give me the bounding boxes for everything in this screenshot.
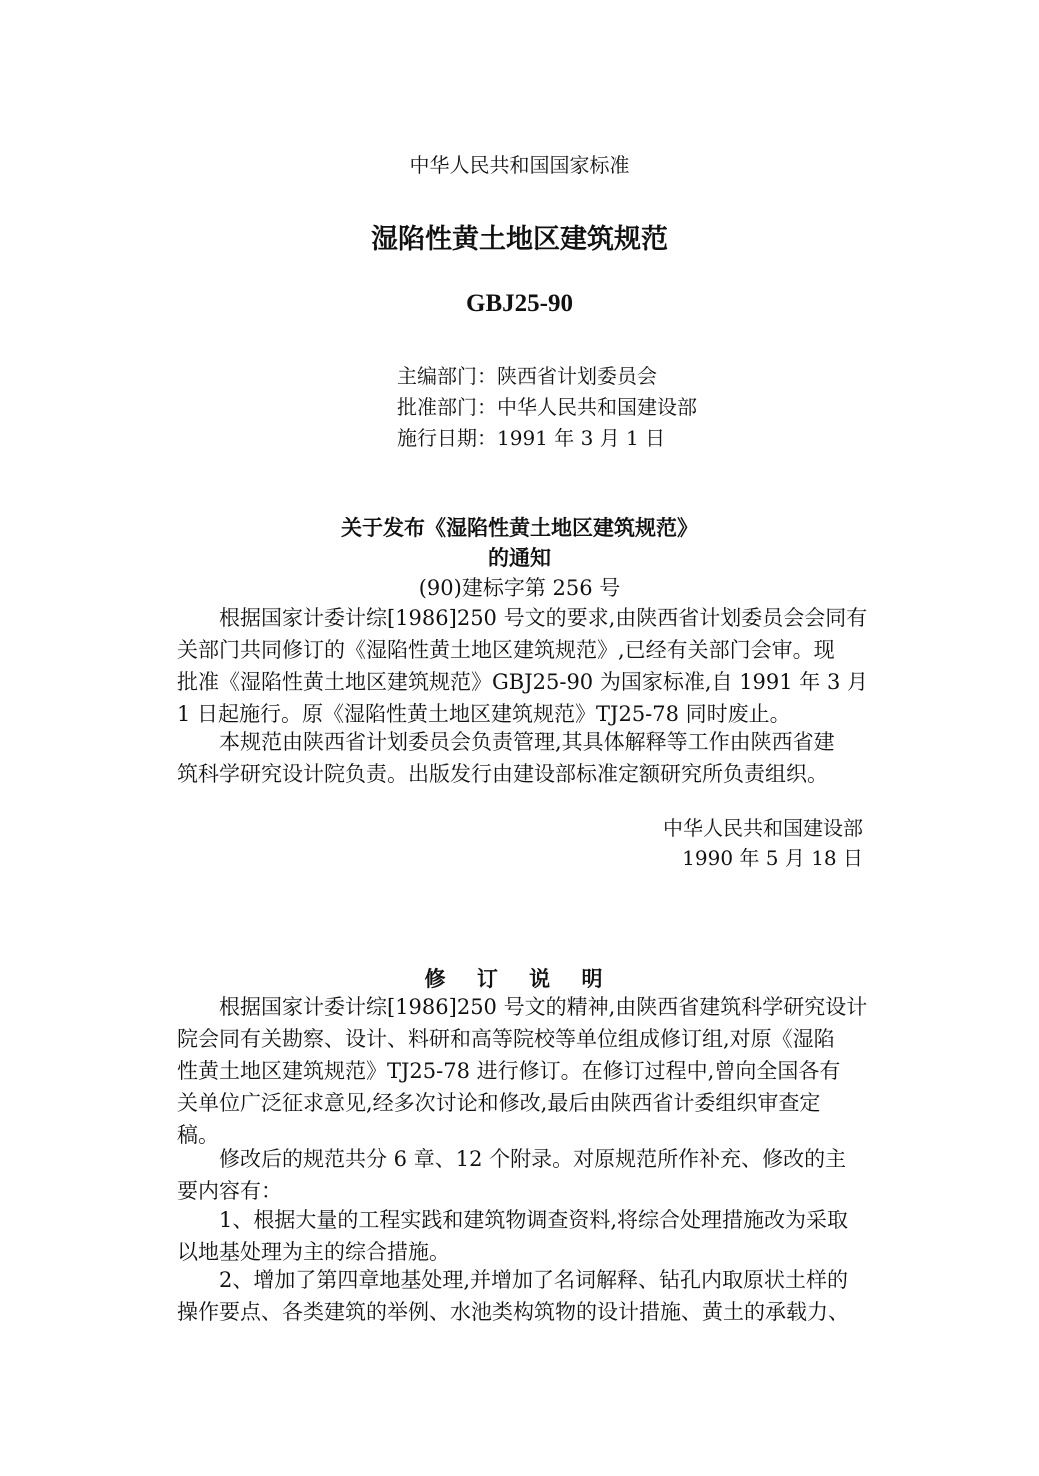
paragraph-line: 性黄土地区建筑规范》TJ25-78 进行修订。在修订过程中,曾向全国各有 xyxy=(177,1059,841,1083)
paragraph-line: 关单位广泛征求意见,经多次讨论和修改,最后由陕西省计委组织审查定 xyxy=(177,1091,821,1115)
notice-paragraph-1 xyxy=(177,602,869,730)
paragraph-line: 要内容有： xyxy=(177,1179,282,1203)
effective-date: 施行日期：1991 年 3 月 1 日 xyxy=(397,426,666,450)
paragraph-line: 操作要点、各类建筑的举例、水池类构筑物的设计措施、黄土的承载力、 xyxy=(177,1300,849,1324)
paragraph-line: 根据国家计委计综[1986]250 号文的精神,由陕西省建筑科学研究设计 xyxy=(219,995,868,1019)
revision-item-1 xyxy=(177,1204,862,1268)
paragraph-line: 稿。 xyxy=(177,1123,219,1147)
paragraph-line: 修改后的规范共分 6 章、12 个附录。对原规范所作补充、修改的主 xyxy=(219,1147,847,1171)
paragraph-line: 批准《湿陷性黄土地区建筑规范》GBJ25-90 为国家标准,自 1991 年 3 月 xyxy=(177,670,869,694)
revision-paragraph-1 xyxy=(177,991,868,1151)
paragraph-line: 本规范由陕西省计划委员会负责管理,其具体解释等工作由陕西省建 xyxy=(219,730,835,754)
paragraph-line: 1 日起施行。原《湿陷性黄土地区建筑规范》TJ25-78 同时废止。 xyxy=(177,702,791,726)
notice-title-line1: 关于发布《湿陷性黄土地区建筑规范》 xyxy=(341,515,698,540)
paragraph-line: 2、增加了第四章地基处理,并增加了名词解释、钻孔内取原状土样的 xyxy=(219,1268,849,1292)
notice-doc-number: (90)建标字第 256 号 xyxy=(418,576,621,600)
paragraph-line: 1、根据大量的工程实践和建筑物调查资料,将综合处理措施改为采取 xyxy=(219,1208,849,1232)
revision-item-2 xyxy=(177,1264,862,1328)
notice-paragraph-2 xyxy=(177,726,862,790)
paragraph-line: 以地基处理为主的综合措施。 xyxy=(177,1240,450,1264)
document-code: GBJ25-90 xyxy=(466,290,573,317)
signature-organization: 中华人民共和国建设部 xyxy=(663,816,863,840)
paragraph-line: 院会同有关勘察、设计、料研和高等院校等单位组成修订组,对原《湿陷 xyxy=(177,1027,835,1051)
revision-title: 修 订 说 明 xyxy=(424,966,615,991)
revision-paragraph-2 xyxy=(177,1143,862,1207)
paragraph-line: 根据国家计委计综[1986]250 号文的要求,由陕西省计划委员会会同有 xyxy=(219,606,868,630)
signature-date: 1990 年 5 月 18 日 xyxy=(682,846,863,870)
paragraph-line: 筑科学研究设计院负责。出版发行由建设部标准定额研究所负责组织。 xyxy=(177,762,828,786)
editor-department: 主编部门：陕西省计划委员会 xyxy=(397,364,657,388)
paragraph-line: 关部门共同修订的《湿陷性黄土地区建筑规范》,已经有关部门会审。现 xyxy=(177,638,835,662)
standard-label: 中华人民共和国国家标准 xyxy=(409,153,630,177)
document-title: 湿陷性黄土地区建筑规范 xyxy=(371,224,668,255)
approval-department: 批准部门：中华人民共和国建设部 xyxy=(397,395,697,419)
notice-title-line2: 的通知 xyxy=(488,545,551,570)
